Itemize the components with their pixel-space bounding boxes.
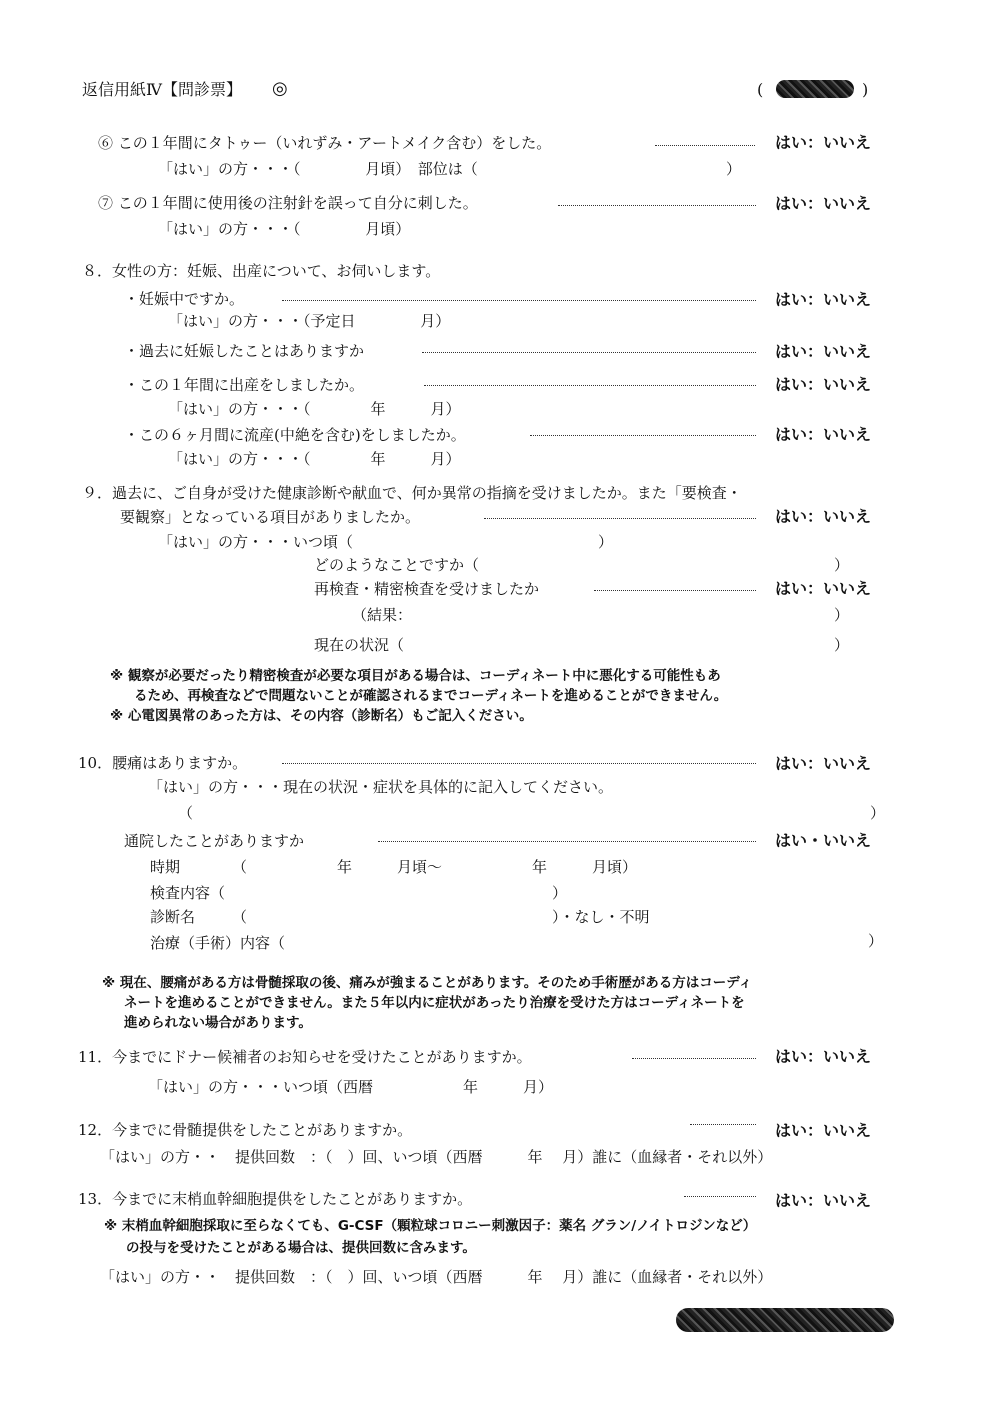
q9-answer[interactable]: はい：いいえ <box>775 507 872 526</box>
q11-title: 11．今までにドナー候補者のお知らせを受けたことがありますか。 <box>78 1048 532 1066</box>
leader-dots <box>690 1124 756 1125</box>
leader-dots <box>424 385 756 386</box>
q6-sub-close: ） <box>726 160 742 178</box>
q10-note: 進められない場合があります。 <box>124 1015 312 1031</box>
q9-recheck: 再検査・精密検査を受けましたか <box>314 580 540 598</box>
q10-desc: 「はい」の方・・・現在の状況・症状を具体的に記入してください。 <box>148 778 614 796</box>
q9-what-close: ） <box>834 556 850 574</box>
q13-answer[interactable]: はい：いいえ <box>775 1191 872 1210</box>
q11-sub: 「はい」の方・・・いつ頃（西暦 年 月） <box>148 1078 554 1096</box>
q10-answer[interactable]: はい：いいえ <box>775 754 872 773</box>
q7-text: ⑦ この１年間に使用後の注射針を誤って自分に刺した。 <box>98 194 478 212</box>
q10-desc-close: ） <box>870 804 886 822</box>
q9-when: 「はい」の方・・・いつ頃（ <box>158 533 354 551</box>
q10-title: 10．腰痛はありますか。 <box>78 754 248 772</box>
q7-answer[interactable]: はい：いいえ <box>775 194 872 213</box>
q12-sub: 「はい」の方・・ 提供回数 ：（ ）回、いつ頃（西暦 年 月）誰に（血縁者・それ以外） <box>100 1148 773 1166</box>
q10-diag-label: 診断名 <box>150 908 196 926</box>
id-paren-close: ) <box>862 80 869 99</box>
q8-miscarriage-answer[interactable]: はい：いいえ <box>775 425 872 444</box>
leader-dots <box>655 145 755 146</box>
redacted-footer-code <box>676 1308 894 1332</box>
q9-what: どのようなことですか（ <box>314 556 480 574</box>
q8-item: 「はい」の方・・・（予定日 月） <box>168 312 451 330</box>
q10-treat-close: ） <box>868 932 884 950</box>
leader-dots <box>530 435 756 436</box>
redacted-id <box>776 80 854 98</box>
q6-text: ⑥ この１年間にタトゥー（いれずみ・アートメイク含む）をした。 <box>98 134 552 152</box>
q9-line2: 要観察」となっている項目がありましたか。 <box>120 508 421 526</box>
leader-dots <box>282 300 756 301</box>
q10-note: ※ 現在、腰痛がある方は骨髄採取の後、痛みが強まることがあります。そのため手術歴がある方はコーディ <box>102 975 753 991</box>
q8-title: ８．女性の方：妊娠、出産について、お伺いします。 <box>82 262 441 280</box>
q12-answer[interactable]: はい：いいえ <box>775 1121 872 1140</box>
q10-visit: 通院したことがありますか <box>124 832 305 850</box>
leader-dots <box>378 841 756 842</box>
leader-dots <box>282 763 756 764</box>
q9-recheck-answer[interactable]: はい：いいえ <box>775 579 872 598</box>
q10-period-label: 時期 <box>150 858 181 876</box>
leader-dots <box>594 590 756 591</box>
q6-sub: 「はい」の方・・・（ 月頃） 部位は（ <box>158 160 478 178</box>
q8-pregnant-answer[interactable]: はい：いいえ <box>775 290 872 309</box>
id-paren-open: ( <box>757 80 764 99</box>
q13-title: 13．今までに末梢血幹細胞提供をしたことがありますか。 <box>78 1190 473 1208</box>
leader-dots <box>484 518 756 519</box>
q12-title: 12．今までに骨髄提供をしたことがありますか。 <box>78 1121 413 1139</box>
q6-answer[interactable]: はい：いいえ <box>775 133 872 152</box>
leader-dots <box>558 205 756 206</box>
double-circle-icon: ◎ <box>272 78 288 99</box>
q9-line1: ９．過去に、ご自身が受けた健康診断や献血で、何か異常の指摘を受けましたか。また「要検査・ <box>82 484 742 502</box>
q9-note: ※ 観察が必要だったり精密検査が必要な項目がある場合は、コーディネート中に悪化する可能性もあ <box>110 668 721 684</box>
q8-item: ・過去に妊娠したことはありますか <box>124 342 365 360</box>
q9-status: 現在の状況（ <box>314 636 405 654</box>
q10-exam-close: ） <box>552 884 568 902</box>
q7-sub: 「はい」の方・・・（ 月頃） <box>158 220 411 238</box>
q10-note: ネートを進めることができません。また５年以内に症状があったり治療を受けた方はコーディネートを <box>124 995 745 1011</box>
q10-visit-answer[interactable]: はい・いいえ <box>775 831 872 850</box>
q8-item: ・妊娠中ですか。 <box>124 290 245 308</box>
q9-result-close: ） <box>834 606 850 624</box>
q9-note: ※ 心電図異常のあった方は、その内容（診断名）もご記入ください。 <box>110 708 533 724</box>
q8-birth-answer[interactable]: はい：いいえ <box>775 375 872 394</box>
q10-diag-open: （ <box>232 908 248 926</box>
q8-item: ・この６ヶ月間に流産(中絶を含む)をしましたか。 <box>124 426 466 444</box>
q10-diag-options[interactable]: ）・なし・不明 <box>552 908 650 926</box>
q10-treat-label: 治療（手術）内容（ <box>150 934 286 952</box>
q8-item: ・この１年間に出産をしましたか。 <box>124 376 365 394</box>
form-title: 返信用紙Ⅳ【問診票】 <box>82 80 242 99</box>
q10-exam-label: 検査内容（ <box>150 884 226 902</box>
q13-note: の投与を受けたことがある場合は、提供回数に含みます。 <box>126 1240 476 1256</box>
q8-past-answer[interactable]: はい：いいえ <box>775 342 872 361</box>
q13-sub: 「はい」の方・・ 提供回数 ：（ ）回、いつ頃（西暦 年 月）誰に（血縁者・それ以外） <box>100 1268 773 1286</box>
q13-note: ※ 末梢血幹細胞採取に至らなくても、G-CSF（顆粒球コロニー刺激因子：薬名 グラン/ノイトロジンなど） <box>104 1218 757 1234</box>
q8-item: 「はい」の方・・・（ 年 月） <box>168 400 461 418</box>
leader-dots <box>422 352 756 353</box>
q9-note: るため、再検査などで問題ないことが確認されるまでコーディネートを進めることができません。 <box>134 688 728 704</box>
q9-when-close: ） <box>598 533 614 551</box>
q9-status-close: ） <box>834 636 850 654</box>
leader-dots <box>684 1196 756 1197</box>
q10-period: （ 年 月頃～ 年 月頃） <box>232 858 638 876</box>
q8-item: 「はい」の方・・・（ 年 月） <box>168 450 461 468</box>
q11-answer[interactable]: はい：いいえ <box>775 1047 872 1066</box>
q9-result: （結果： <box>352 606 413 624</box>
leader-dots <box>632 1058 756 1059</box>
q10-desc-open: （ <box>178 804 194 822</box>
